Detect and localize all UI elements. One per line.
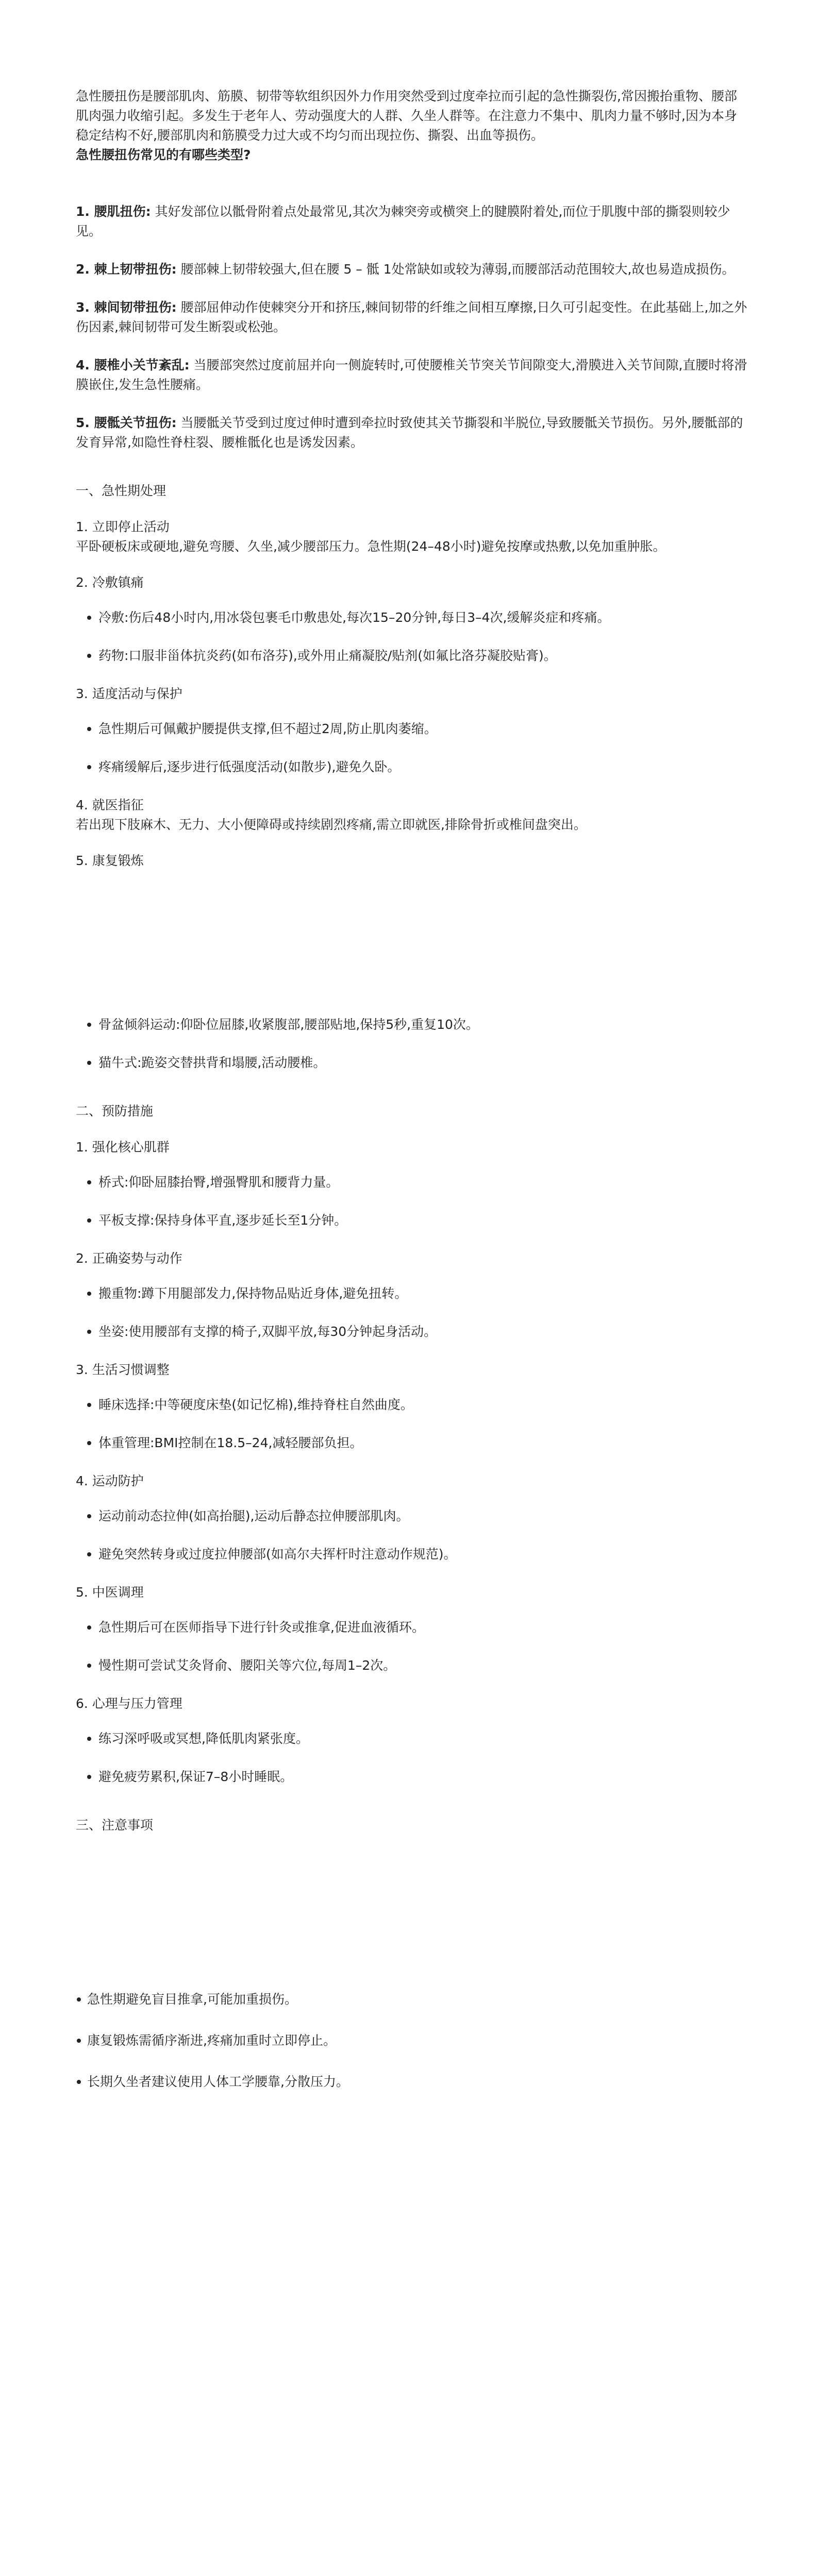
type-label: 1. 腰肌扭伤:: [76, 204, 151, 219]
type-label: 3. 棘间韧带扭伤:: [76, 300, 177, 315]
cold-list: [76, 608, 747, 666]
type-label: 2. 棘上韧带扭伤:: [76, 262, 177, 277]
sub-heading-tcm: 5. 中医调理: [76, 1585, 144, 1600]
sub-heading-rehab: 5. 康复锻炼: [76, 853, 144, 868]
list-item: 猫牛式:跪姿交替拱背和塌腰,活动腰椎。: [76, 1053, 747, 1073]
activity-list: [76, 719, 747, 777]
type-text: 腰部棘上韧带较强大,但在腰 5 – 骶 1处常缺如或较为薄弱,而腰部活动范围较大,故也易造成损伤。: [176, 262, 735, 277]
types-question: 急性腰扭伤常见的有哪些类型?: [76, 147, 251, 162]
list-item: 急性期避免盲目推拿,可能加重损伤。: [76, 1990, 747, 2009]
list-item: 康复锻炼需循序渐进,疼痛加重时立即停止。: [76, 2031, 747, 2050]
list-item: 长期久坐者建议使用人体工学腰靠,分散压力。: [76, 2072, 747, 2092]
list-item: 桥式:仰卧屈膝抬臀,增强臀肌和腰背力量。: [76, 1173, 747, 1192]
section-heading-acute: 一、急性期处理: [76, 483, 166, 498]
list-item: 练习深呼吸或冥想,降低肌肉紧张度。: [76, 1729, 747, 1749]
sub-heading-doctor: 4. 就医指征: [76, 798, 144, 812]
list-item: 避免突然转身或过度拉伸腰部(如高尔夫挥杆时注意动作规范)。: [76, 1545, 747, 1564]
list-item: 运动前动态拉伸(如高抬腿),运动后静态拉伸腰部肌肉。: [76, 1506, 747, 1526]
sub-heading-cold: 2. 冷敷镇痛: [76, 575, 144, 590]
type-text: 其好发部位以骶骨附着点处最常见,其次为棘突旁或横突上的腱膜附着处,而位于肌腹中部的撕裂则较少见。: [76, 204, 730, 239]
list-item: 避免疲劳累积,保证7–8小时睡眠。: [76, 1767, 747, 1787]
type-label: 4. 腰椎小关节紊乱:: [76, 358, 190, 372]
list-item: 平板支撑:保持身体平直,逐步延长至1分钟。: [76, 1211, 747, 1230]
tcm-list: [76, 1618, 747, 1675]
list-item: 疼痛缓解后,逐步进行低强度活动(如散步),避免久卧。: [76, 757, 747, 777]
section-heading-prevention: 二、预防措施: [76, 1104, 154, 1118]
core-list: [76, 1173, 747, 1230]
list-item: 坐姿:使用腰部有支撑的椅子,双脚平放,每30分钟起身活动。: [76, 1322, 747, 1342]
image-placeholder: [76, 1851, 747, 1990]
type-label: 5. 腰骶关节扭伤:: [76, 415, 177, 430]
sport-list: [76, 1506, 747, 1564]
type-item-3: [76, 298, 747, 337]
sub-heading-posture: 2. 正确姿势与动作: [76, 1251, 182, 1266]
posture-list: [76, 1284, 747, 1342]
sub-heading-sport: 4. 运动防护: [76, 1473, 144, 1488]
type-text: 当腰骶关节受到过度过伸时遭到牵拉时致使其关节撕裂和半脱位,导致腰骶关节损伤。另外,腰骶部的发育异常,如隐性脊柱裂、腰椎骶化也是诱发因素。: [76, 415, 743, 450]
type-item-1: [76, 202, 747, 241]
notes-list: [76, 1990, 747, 2092]
list-item: 急性期后可在医师指导下进行针灸或推拿,促进血液循环。: [76, 1618, 747, 1637]
type-text: 当腰部突然过度前屈并向一侧旋转时,可使腰椎关节突关节间隙变大,滑膜进入关节间隙,直腰时将滑膜嵌住,发生急性腰痛。: [76, 358, 747, 392]
list-item: 睡床选择:中等硬度床垫(如记忆棉),维持脊柱自然曲度。: [76, 1395, 747, 1415]
list-item: 急性期后可佩戴护腰提供支撑,但不超过2周,防止肌肉萎缩。: [76, 719, 747, 739]
type-item-2: [76, 260, 747, 279]
intro-paragraph: 急性腰扭伤是腰部肌肉、筋膜、韧带等软组织因外力作用突然受到过度牵拉而引起的急性撕裂伤,常因搬抬重物、腰部肌肉强力收缩引起。多发生于老年人、劳动强度大的人群、久坐人群等。在注意力不集中、肌肉力量不够时,因为本身稳定结构不好,腰部肌肉和筋膜受力过大或不均匀而出现拉伤、撕裂、出血等损伤。: [76, 89, 737, 143]
rehab-list: [76, 1015, 747, 1073]
sub-heading-habits: 3. 生活习惯调整: [76, 1362, 170, 1377]
types-list: [76, 202, 747, 452]
list-item: 冷敷:伤后48小时内,用冰袋包裹毛巾敷患处,每次15–20分钟,每日3–4次,缓解炎症和疼痛。: [76, 608, 747, 628]
doctor-description: 若出现下肢麻木、无力、大小便障碍或持续剧烈疼痛,需立即就医,排除骨折或椎间盘突出。: [76, 817, 587, 832]
mental-list: [76, 1729, 747, 1787]
rest-description: 平卧硬板床或硬地,避免弯腰、久坐,减少腰部压力。急性期(24–48小时)避免按摩或热敷,以免加重肿胀。: [76, 539, 666, 554]
habits-list: [76, 1395, 747, 1453]
sub-heading-rest: 1. 立即停止活动: [76, 519, 170, 534]
sub-heading-mental: 6. 心理与压力管理: [76, 1696, 182, 1711]
sub-heading-core: 1. 强化核心肌群: [76, 1140, 170, 1155]
section-heading-notes: 三、注意事项: [76, 1818, 154, 1833]
list-item: 药物:口服非甾体抗炎药(如布洛芬),或外用止痛凝胶/贴剂(如氟比洛芬凝胶贴膏)。: [76, 646, 747, 666]
type-item-4: [76, 355, 747, 395]
list-item: 体重管理:BMI控制在18.5–24,减轻腰部负担。: [76, 1433, 747, 1453]
list-item: 搬重物:蹲下用腿部发力,保持物品贴近身体,避免扭转。: [76, 1284, 747, 1303]
type-text: 腰部屈伸动作使棘突分开和挤压,棘间韧带的纤维之间相互摩擦,日久可引起变性。在此基础上,加之外伤因素,棘间韧带可发生断裂或松弛。: [76, 300, 747, 334]
image-placeholder: [76, 871, 747, 999]
list-item: 骨盆倾斜运动:仰卧位屈膝,收紧腹部,腰部贴地,保持5秒,重复10次。: [76, 1015, 747, 1035]
sub-heading-activity: 3. 适度活动与保护: [76, 686, 182, 701]
type-item-5: [76, 413, 747, 452]
list-item: 慢性期可尝试艾灸肾俞、腰阳关等穴位,每周1–2次。: [76, 1656, 747, 1675]
